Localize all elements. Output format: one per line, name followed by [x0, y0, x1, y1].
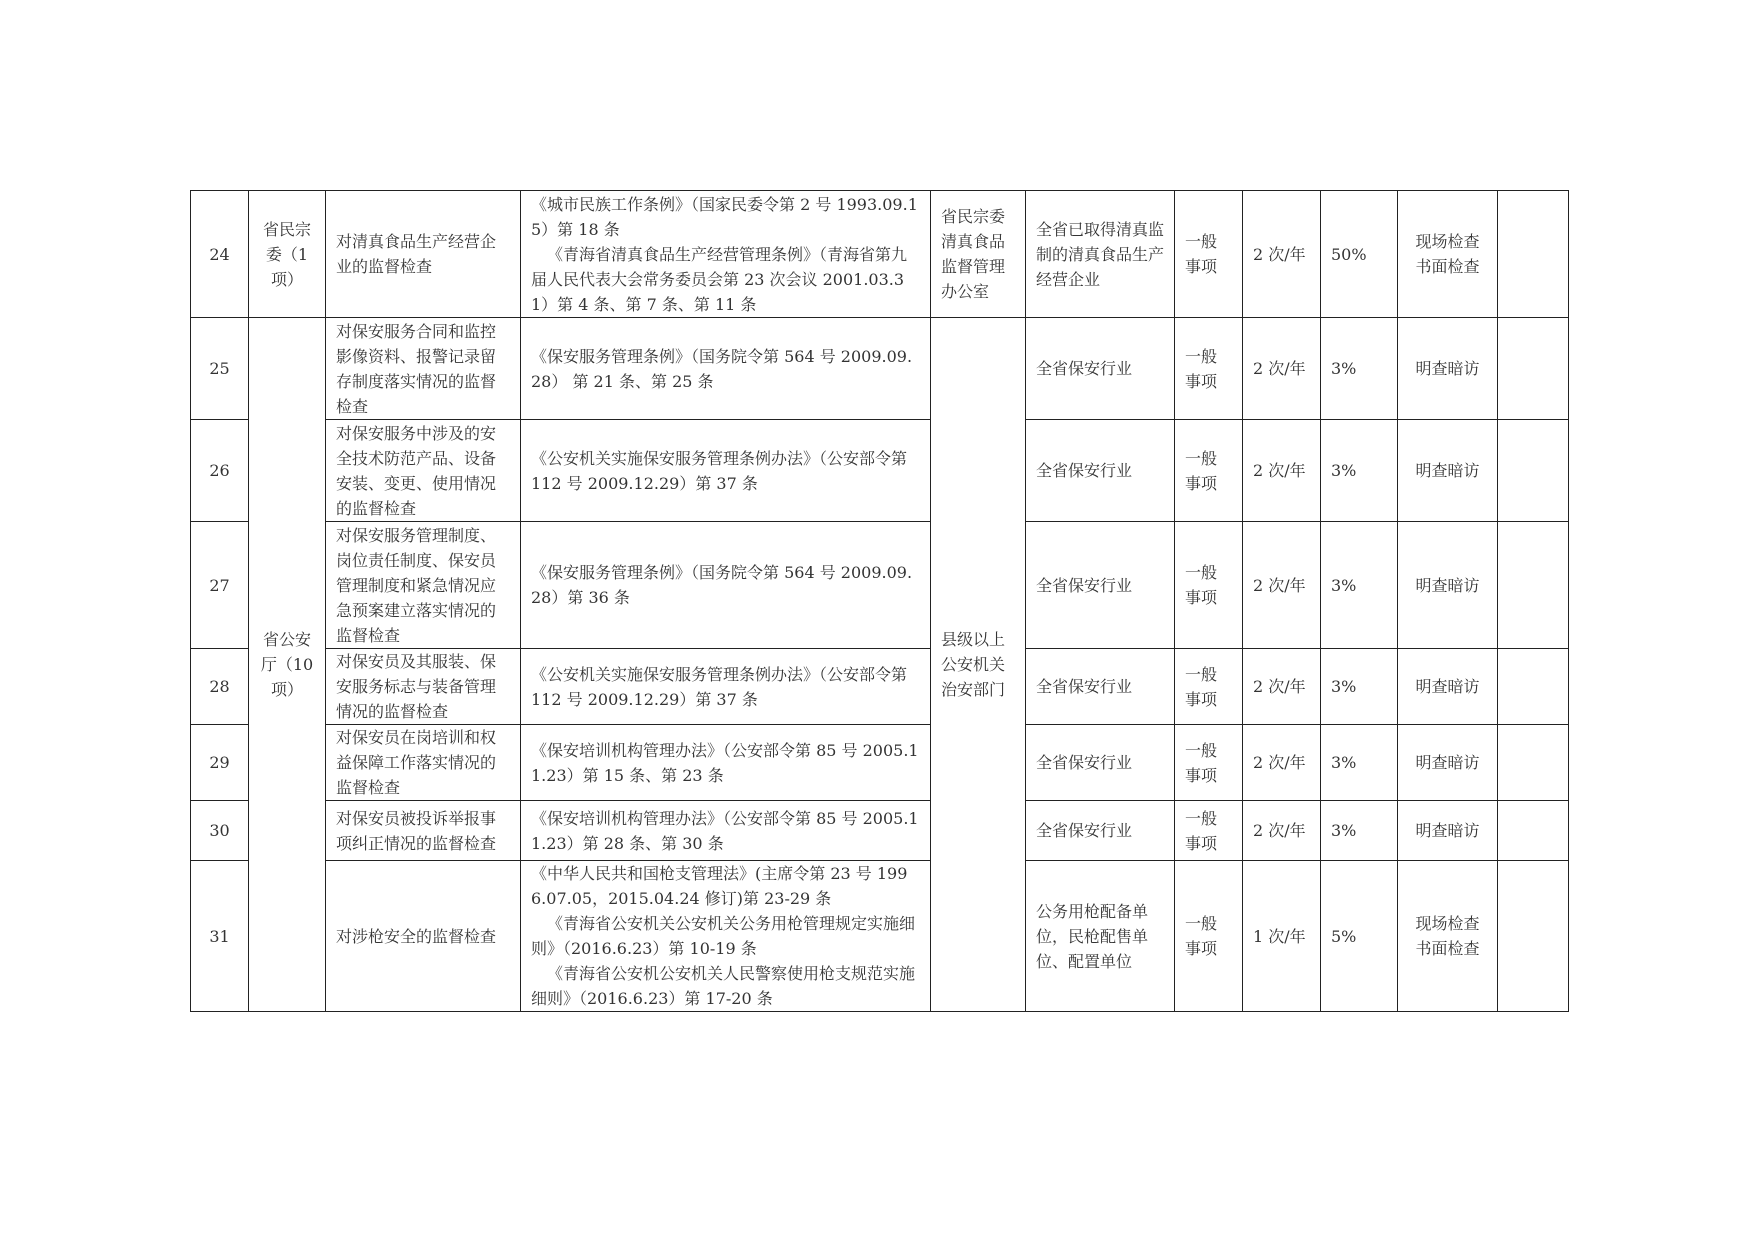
- ratio-cell: 3%: [1321, 522, 1398, 649]
- table-row: [191, 801, 1569, 861]
- method-cell: 现场检查书面检查: [1398, 861, 1498, 1012]
- legal-basis-cell: [521, 522, 931, 649]
- basis-clause: 《城市民族工作条例》（国家民委令第 2 号 1993.09.15）第 18 条: [531, 194, 918, 239]
- legal-basis-cell: [521, 191, 931, 318]
- note-cell: [1498, 801, 1569, 861]
- note-cell: [1498, 191, 1569, 318]
- ratio-cell: 3%: [1321, 318, 1398, 420]
- item-type-cell: 一般事项: [1175, 649, 1243, 725]
- note-cell: [1498, 420, 1569, 522]
- table-row: [191, 861, 1569, 1012]
- table-row: [191, 725, 1569, 801]
- basis-clause: 《保安服务管理条例》（国务院令第 564 号 2009.09.28） 第 21 条、第 25 条: [531, 346, 913, 391]
- inspection-object-cell: 全省保安行业: [1026, 649, 1175, 725]
- frequency-cell: 2 次/年: [1243, 191, 1321, 318]
- inspection-item-cell: 对保安员被投诉举报事项纠正情况的监督检查: [326, 801, 521, 861]
- frequency-cell: 2 次/年: [1243, 318, 1321, 420]
- inspection-object-cell: 全省保安行业: [1026, 318, 1175, 420]
- note-cell: [1498, 318, 1569, 420]
- basis-clause: 《青海省公安机关公安机关公务用枪管理规定实施细则》（2016.6.23）第 10-19 条: [531, 914, 916, 958]
- method-cell: 明查暗访: [1398, 801, 1498, 861]
- basis-clause: 《保安培训机构管理办法》（公安部令第 85 号 2005.11.23）第 15 条、第 23 条: [531, 740, 919, 785]
- table-row: [191, 318, 1569, 420]
- inspection-item-cell: 对保安服务管理制度、岗位责任制度、保安员管理制度和紧急情况应急预案建立落实情况的监督检查: [326, 522, 521, 649]
- ratio-cell: 50%: [1321, 191, 1398, 318]
- row-number: 31: [191, 861, 249, 1012]
- row-number: 28: [191, 649, 249, 725]
- legal-basis-cell: [521, 649, 931, 725]
- legal-basis-cell: [521, 420, 931, 522]
- inspection-item-cell: 对保安员及其服装、保安服务标志与装备管理情况的监督检查: [326, 649, 521, 725]
- inspection-object-cell: 全省保安行业: [1026, 725, 1175, 801]
- basis-clause: 《青海省公安机公安机关人民警察使用枪支规范实施细则》（2016.6.23）第 17-20 条: [531, 964, 916, 1008]
- inspection-item-cell: 对清真食品生产经营企业的监督检查: [326, 191, 521, 318]
- legal-basis-cell: [521, 318, 931, 420]
- frequency-cell: 2 次/年: [1243, 522, 1321, 649]
- item-type-cell: 一般事项: [1175, 420, 1243, 522]
- inspection-body-cell: 省民宗委清真食品监督管理办公室: [931, 191, 1026, 318]
- method-cell: 明查暗访: [1398, 522, 1498, 649]
- method-cell: 明查暗访: [1398, 420, 1498, 522]
- item-type-cell: 一般事项: [1175, 191, 1243, 318]
- item-type-cell: 一般事项: [1175, 861, 1243, 1012]
- row-number: 27: [191, 522, 249, 649]
- inspection-items-table: [190, 190, 1569, 1012]
- item-type-cell: 一般事项: [1175, 801, 1243, 861]
- inspection-object-cell: 公务用枪配备单位，民枪配售单位、配置单位: [1026, 861, 1175, 1012]
- note-cell: [1498, 522, 1569, 649]
- frequency-cell: 2 次/年: [1243, 649, 1321, 725]
- table-row: [191, 522, 1569, 649]
- inspection-object-cell: 全省保安行业: [1026, 420, 1175, 522]
- legal-basis-cell: [521, 725, 931, 801]
- department-cell: 省公安厅（10项）: [249, 318, 326, 1012]
- frequency-cell: 2 次/年: [1243, 725, 1321, 801]
- ratio-cell: 3%: [1321, 420, 1398, 522]
- inspection-object-cell: 全省保安行业: [1026, 522, 1175, 649]
- item-type-cell: 一般事项: [1175, 725, 1243, 801]
- inspection-item-cell: 对涉枪安全的监督检查: [326, 861, 521, 1012]
- row-number: 24: [191, 191, 249, 318]
- row-number: 30: [191, 801, 249, 861]
- ratio-cell: 3%: [1321, 801, 1398, 861]
- item-type-cell: 一般事项: [1175, 318, 1243, 420]
- item-type-cell: 一般事项: [1175, 522, 1243, 649]
- legal-basis-cell: [521, 801, 931, 861]
- row-number: 26: [191, 420, 249, 522]
- basis-clause: 《中华人民共和国枪支管理法》(主席令第 23 号 1996.07.05，2015.04.24 修订)第 23-29 条: [531, 864, 908, 908]
- frequency-cell: 1 次/年: [1243, 861, 1321, 1012]
- frequency-cell: 2 次/年: [1243, 801, 1321, 861]
- method-cell: 现场检查书面检查: [1398, 191, 1498, 318]
- row-number: 29: [191, 725, 249, 801]
- basis-clause: 《保安培训机构管理办法》（公安部令第 85 号 2005.11.23）第 28 条、第 30 条: [531, 808, 919, 853]
- inspection-body-cell: 县级以上公安机关治安部门: [931, 318, 1026, 1012]
- method-cell: 明查暗访: [1398, 318, 1498, 420]
- ratio-cell: 5%: [1321, 861, 1398, 1012]
- inspection-object-cell: 全省已取得清真监制的清真食品生产经营企业: [1026, 191, 1175, 318]
- basis-clause: 《公安机关实施保安服务管理条例办法》（公安部令第 112 号 2009.12.29）第 37 条: [531, 664, 908, 709]
- basis-clause: 《公安机关实施保安服务管理条例办法》（公安部令第 112 号 2009.12.29）第 37 条: [531, 448, 908, 493]
- department-cell: 省民宗委（1项）: [249, 191, 326, 318]
- inspection-object-cell: 全省保安行业: [1026, 801, 1175, 861]
- table-row: [191, 420, 1569, 522]
- table-row: [191, 649, 1569, 725]
- method-cell: 明查暗访: [1398, 725, 1498, 801]
- inspection-item-cell: 对保安员在岗培训和权益保障工作落实情况的监督检查: [326, 725, 521, 801]
- legal-basis-cell: [521, 861, 931, 1012]
- ratio-cell: 3%: [1321, 649, 1398, 725]
- table-row: [191, 191, 1569, 318]
- note-cell: [1498, 649, 1569, 725]
- row-number: 25: [191, 318, 249, 420]
- note-cell: [1498, 725, 1569, 801]
- inspection-item-cell: 对保安服务合同和监控影像资料、报警记录留存制度落实情况的监督检查: [326, 318, 521, 420]
- inspection-item-cell: 对保安服务中涉及的安全技术防范产品、设备安装、变更、使用情况的监督检查: [326, 420, 521, 522]
- basis-clause: 《青海省清真食品生产经营管理条例》（青海省第九届人民代表大会常务委员会第 23 次会议 2001.03.31）第 4 条、第 7 条、第 11 条: [531, 244, 908, 314]
- method-cell: 明查暗访: [1398, 649, 1498, 725]
- note-cell: [1498, 861, 1569, 1012]
- basis-clause: 《保安服务管理条例》（国务院令第 564 号 2009.09.28）第 36 条: [531, 563, 913, 607]
- ratio-cell: 3%: [1321, 725, 1398, 801]
- frequency-cell: 2 次/年: [1243, 420, 1321, 522]
